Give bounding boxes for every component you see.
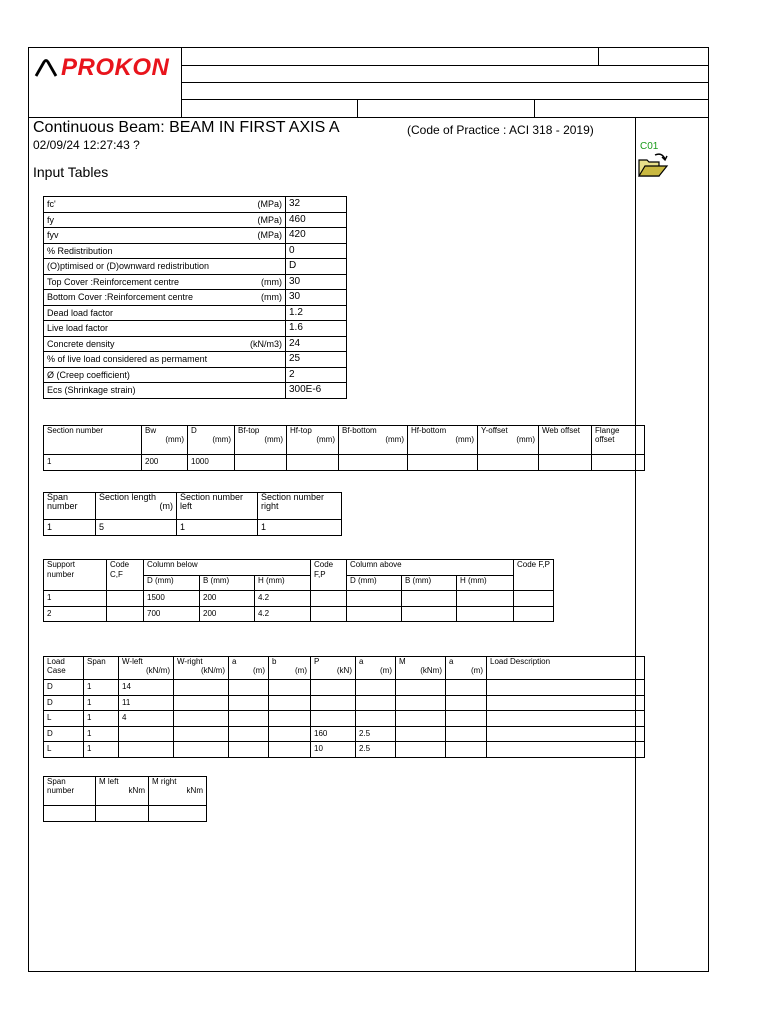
material-value-cell: 30 [286, 290, 347, 306]
material-label-cell [44, 336, 286, 352]
header-unit: (m) [380, 666, 392, 675]
dimension-header: D (mm) [347, 575, 402, 591]
header-unit: kNm [128, 786, 145, 795]
material-value-cell: 1.2 [286, 305, 347, 321]
header-row [44, 657, 645, 680]
material-value-cell: 25 [286, 352, 347, 368]
header-label: Flange offset [595, 426, 620, 444]
table-cell: 1500 [144, 591, 200, 607]
header-unit: (m) [253, 666, 265, 675]
table-cell [356, 711, 396, 727]
code-fp-below-header: Code F,P [311, 560, 347, 591]
table-cell [44, 806, 96, 822]
material-value-cell: 24 [286, 336, 347, 352]
table-cell: 1 [84, 726, 119, 742]
header-label: Hf-bottom [411, 426, 447, 435]
material-row [44, 274, 347, 290]
header-unit: (kNm) [420, 666, 442, 675]
header-label: Span [87, 657, 106, 666]
header-label: Section number right [261, 492, 325, 511]
table-row [44, 806, 207, 822]
material-label-cell [44, 228, 286, 244]
material-row [44, 305, 347, 321]
material-label: Live load factor [47, 323, 109, 334]
column-above-header: Column above [347, 560, 514, 576]
header-label: Span number [47, 777, 75, 795]
column-header [258, 493, 342, 520]
material-row [44, 290, 347, 306]
material-label: (O)ptimised or (D)ownward redistribution [47, 261, 210, 272]
header-unit: (m) [471, 666, 483, 675]
material-row [44, 367, 347, 383]
table-cell [287, 455, 339, 471]
section-properties-table [43, 425, 645, 471]
column-header [478, 426, 539, 455]
table-cell [446, 726, 487, 742]
material-row [44, 243, 347, 259]
table-cell: 2 [44, 606, 107, 622]
table-cell [446, 742, 487, 758]
material-value-cell: 420 [286, 228, 347, 244]
dimension-header: D (mm) [144, 575, 200, 591]
table-cell [446, 680, 487, 696]
header-label: a [449, 657, 454, 666]
material-row [44, 259, 347, 275]
header-label: Bf-bottom [342, 426, 377, 435]
column-header [269, 657, 311, 680]
header-grid-line [181, 82, 709, 83]
table-row [44, 680, 645, 696]
prokon-logo [34, 55, 169, 81]
column-header [44, 426, 142, 455]
table-cell [487, 711, 645, 727]
material-label-cell [44, 383, 286, 399]
material-value-cell: D [286, 259, 347, 275]
column-header [44, 777, 96, 806]
material-unit: (MPa) [257, 214, 282, 225]
table-cell [269, 680, 311, 696]
header-unit: (m) [159, 501, 173, 511]
table-cell: 200 [142, 455, 188, 471]
material-label: % of live load considered as permament [47, 354, 208, 365]
table-cell [514, 606, 554, 622]
table-cell [311, 711, 356, 727]
open-folder-button[interactable] [637, 152, 669, 183]
material-row [44, 197, 347, 213]
table-cell [96, 806, 149, 822]
table-cell [347, 606, 402, 622]
table-row [44, 591, 554, 607]
header-row [44, 426, 645, 455]
column-header [188, 426, 235, 455]
table-row [44, 695, 645, 711]
header-label: b [272, 657, 277, 666]
header-grid-line [357, 99, 358, 117]
table-cell [478, 455, 539, 471]
material-value-cell: 1.6 [286, 321, 347, 337]
table-cell [396, 742, 446, 758]
column-below-header: Column below [144, 560, 311, 576]
table-cell: 11 [119, 695, 174, 711]
table-row [44, 726, 645, 742]
table-row [44, 606, 554, 622]
table-cell [487, 726, 645, 742]
table-row [44, 711, 645, 727]
code-fp-above-header: Code F,P [514, 560, 554, 591]
material-row [44, 336, 347, 352]
table-cell [119, 726, 174, 742]
material-row [44, 383, 347, 399]
table-cell: 5 [96, 520, 177, 536]
material-value-cell: 32 [286, 197, 347, 213]
header-row [44, 777, 207, 806]
material-label: Ecs (Shrinkage strain) [47, 385, 136, 396]
header-grid-line [181, 99, 709, 100]
table-cell: 1 [84, 680, 119, 696]
table-cell [174, 680, 229, 696]
table-cell [396, 726, 446, 742]
material-unit: (kN/m3) [250, 338, 282, 349]
dimension-header: H (mm) [457, 575, 514, 591]
header-unit: (mm) [455, 435, 474, 444]
header-label: a [232, 657, 237, 666]
material-label-cell [44, 367, 286, 383]
header-label: P [314, 657, 320, 666]
column-header [149, 777, 207, 806]
header-label: Bf-top [238, 426, 260, 435]
material-label-cell [44, 259, 286, 275]
column-header [235, 426, 287, 455]
support-table [43, 559, 554, 622]
table-cell: 1 [44, 591, 107, 607]
dimension-header: B (mm) [200, 575, 255, 591]
header-grid-line [534, 99, 535, 117]
header-grid-line [181, 65, 709, 66]
prokon-logo-icon [34, 58, 58, 78]
material-row [44, 212, 347, 228]
material-label-cell [44, 197, 286, 213]
column-header [44, 493, 96, 520]
table-cell [269, 695, 311, 711]
table-cell: 1000 [188, 455, 235, 471]
column-header [229, 657, 269, 680]
table-cell: 2.5 [356, 726, 396, 742]
material-row [44, 352, 347, 368]
table-cell [229, 742, 269, 758]
material-label-cell [44, 243, 286, 259]
table-cell: 2.5 [356, 742, 396, 758]
material-label: fc' [47, 199, 56, 210]
datetime-stamp: 02/09/24 12:27:43 ? [33, 138, 140, 152]
table-cell: 1 [44, 455, 142, 471]
table-cell: 4.2 [255, 606, 311, 622]
header-unit: (mm) [516, 435, 535, 444]
header-label: Span number [47, 492, 78, 511]
column-header [142, 426, 188, 455]
table-cell: 700 [144, 606, 200, 622]
table-cell [119, 742, 174, 758]
header-divider [28, 117, 709, 118]
column-header [96, 777, 149, 806]
header-unit: (mm) [385, 435, 404, 444]
header-label: M right [152, 777, 177, 786]
table-cell [396, 711, 446, 727]
table-cell [487, 742, 645, 758]
table-cell [446, 695, 487, 711]
dimension-header: H (mm) [255, 575, 311, 591]
material-label: Concrete density [47, 338, 115, 349]
side-label: C01 [640, 141, 659, 152]
header-unit: (mm) [264, 435, 283, 444]
header-label: a [359, 657, 364, 666]
table-cell: 1 [84, 695, 119, 711]
table-row [44, 742, 645, 758]
material-value-cell: 30 [286, 274, 347, 290]
table-cell: 4 [119, 711, 174, 727]
code-cf-header: Code C,F [107, 560, 144, 591]
header-label: Section number left [180, 492, 244, 511]
material-label: Top Cover :Reinforcement centre [47, 276, 180, 287]
table-cell [457, 591, 514, 607]
column-header [339, 426, 408, 455]
section-heading: Input Tables [33, 164, 109, 180]
loads-table [43, 656, 645, 758]
column-header [177, 493, 258, 520]
material-value-cell: 460 [286, 212, 347, 228]
material-label-cell [44, 290, 286, 306]
material-label: fyv [47, 230, 59, 241]
column-header [119, 657, 174, 680]
table-row [44, 455, 645, 471]
table-cell [174, 711, 229, 727]
header-label: Section length [99, 492, 157, 502]
code-of-practice: (Code of Practice : ACI 318 - 2019) [407, 123, 594, 137]
table-cell [487, 680, 645, 696]
material-value-cell: 300E-6 [286, 383, 347, 399]
material-label-cell [44, 352, 286, 368]
table-cell [396, 695, 446, 711]
table-cell [402, 591, 457, 607]
table-cell [311, 695, 356, 711]
table-cell [229, 680, 269, 696]
material-row [44, 321, 347, 337]
material-label-cell [44, 274, 286, 290]
material-unit: (mm) [261, 292, 282, 303]
header-label: Web offset [542, 426, 580, 435]
table-cell [149, 806, 207, 822]
table-cell [408, 455, 478, 471]
material-label: Bottom Cover :Reinforcement centre [47, 292, 194, 303]
header-label: W-right [177, 657, 203, 666]
table-cell [269, 726, 311, 742]
material-properties-table [43, 196, 347, 399]
material-label: % Redistribution [47, 245, 113, 256]
column-header [96, 493, 177, 520]
column-header [44, 657, 84, 680]
header-label: Hf-top [290, 426, 312, 435]
column-header [174, 657, 229, 680]
header-unit: (m) [295, 666, 307, 675]
column-header [487, 657, 645, 680]
table-cell [487, 695, 645, 711]
table-cell: 1 [84, 742, 119, 758]
header-label: M [399, 657, 406, 666]
material-unit: (MPa) [257, 199, 282, 210]
header-label: W-left [122, 657, 143, 666]
table-cell [514, 591, 554, 607]
end-moments-table [43, 776, 207, 822]
table-cell: 4.2 [255, 591, 311, 607]
right-margin-divider [635, 117, 636, 972]
dimension-header: B (mm) [402, 575, 457, 591]
table-cell [356, 695, 396, 711]
column-header [396, 657, 446, 680]
column-header [356, 657, 396, 680]
table-cell [107, 606, 144, 622]
material-value-cell: 0 [286, 243, 347, 259]
table-cell [311, 680, 356, 696]
column-header [539, 426, 592, 455]
header-label: Load Case [47, 657, 66, 675]
table-cell [356, 680, 396, 696]
header-unit: (mm) [165, 435, 184, 444]
material-label: Dead load factor [47, 307, 114, 318]
column-header [446, 657, 487, 680]
header-label: Load Description [490, 657, 551, 666]
table-cell [174, 726, 229, 742]
header-label: Section number [47, 426, 104, 435]
table-cell [402, 606, 457, 622]
table-cell: 1 [84, 711, 119, 727]
column-header [592, 426, 645, 455]
table-cell [311, 591, 347, 607]
table-cell [269, 711, 311, 727]
support-number-header: Support number [44, 560, 107, 591]
header-label: Y-offset [481, 426, 508, 435]
table-cell: 200 [200, 606, 255, 622]
material-label-cell [44, 305, 286, 321]
table-cell: 200 [200, 591, 255, 607]
table-cell: L [44, 742, 84, 758]
table-cell [311, 606, 347, 622]
header-label: M left [99, 777, 119, 786]
header-unit: (kN) [336, 666, 352, 675]
table-cell [174, 742, 229, 758]
header-unit: (kN/m) [146, 666, 170, 675]
column-header [287, 426, 339, 455]
table-cell [339, 455, 408, 471]
table-cell: D [44, 680, 84, 696]
table-cell [229, 726, 269, 742]
header-unit: kNm [186, 786, 203, 795]
column-header [84, 657, 119, 680]
column-header [408, 426, 478, 455]
span-table [43, 492, 342, 536]
material-value-cell: 2 [286, 367, 347, 383]
header-unit: (mm) [212, 435, 231, 444]
material-label: Ø (Creep coefficient) [47, 369, 130, 380]
material-unit: (mm) [261, 276, 282, 287]
table-cell [539, 455, 592, 471]
table-cell [347, 591, 402, 607]
table-cell: 10 [311, 742, 356, 758]
logo-text: PROKON [61, 54, 170, 81]
table-cell: 14 [119, 680, 174, 696]
table-cell [457, 606, 514, 622]
header-row [44, 493, 342, 520]
material-row [44, 228, 347, 244]
table-cell: 1 [177, 520, 258, 536]
open-folder-icon [637, 152, 669, 178]
table-cell: 1 [258, 520, 342, 536]
table-cell [229, 695, 269, 711]
table-cell [592, 455, 645, 471]
header-unit: (mm) [316, 435, 335, 444]
header-label: D [191, 426, 197, 435]
table-cell: L [44, 711, 84, 727]
table-cell [229, 711, 269, 727]
header-unit: (kN/m) [201, 666, 225, 675]
header-label: Bw [145, 426, 157, 435]
table-cell [269, 742, 311, 758]
header-row [44, 560, 554, 576]
table-cell [107, 591, 144, 607]
material-label: fy [47, 214, 55, 225]
table-cell: D [44, 695, 84, 711]
material-label-cell [44, 321, 286, 337]
table-cell: D [44, 726, 84, 742]
column-header [311, 657, 356, 680]
table-cell [235, 455, 287, 471]
table-row [44, 520, 342, 536]
header-grid-line [598, 47, 599, 65]
material-unit: (MPa) [257, 230, 282, 241]
table-cell: 1 [44, 520, 96, 536]
table-cell [446, 711, 487, 727]
material-label-cell [44, 212, 286, 228]
page-title: Continuous Beam: BEAM IN FIRST AXIS A [33, 119, 340, 136]
table-cell [174, 695, 229, 711]
table-cell: 160 [311, 726, 356, 742]
table-cell [396, 680, 446, 696]
